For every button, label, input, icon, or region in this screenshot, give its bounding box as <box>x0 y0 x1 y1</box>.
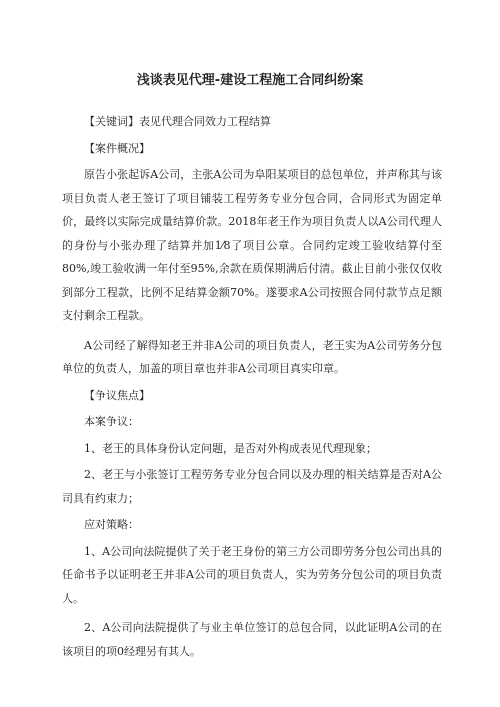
strategy-heading: 应对策略： <box>84 518 139 531</box>
document-title: 浅谈表见代理-建设工程施工合同纠纷案 <box>136 73 364 88</box>
document-body <box>62 110 442 663</box>
dispute-intro-paragraph: 本案争议： <box>84 415 139 428</box>
dispute-point-2: 2、老王与小张签订工程劳务专业分包合同以及办理的相关结算是否对A公司具有约束力； <box>62 468 442 505</box>
dispute-point-1: 1、老王的具体身份认定问题，是否对外构成表见代理现象； <box>84 441 377 455</box>
strategy-point-2: 2、A公司向法院提供了与业主单位签订的总包合同，以此证明A公司的在该项目的项0经理另有其人。 <box>62 621 442 658</box>
strategy-point-1: 1、A公司向法院提供了关于老王身份的第三方公司即劳务分包公司出具的任命书予以证明老王并非A公司的项目负责人，实为劳务分包公司的项目负责人。 <box>62 544 442 605</box>
case-overview-paragraph: 原告小张起诉A公司，主张A公司为阜阳某项目的总包单位，并声称其与该项目负责人老王签订了项目铺装工程劳务专业分包合同，合同形式为固定单价，最终以实际完成量结算价款。2018年老王作为项目负责人以A公司代理人的身份与小张办理了结算并加1⁄8了项目公章。合同约定竣工验收结算付至80%,竣工验收满一年付至95%,余款在质保期满后付清。截止目前小张仅仅收到部分工程款，比例不足结算金额70%。遂要求A公司按照合同付款节点足额支付剩余工程款。 <box>62 168 442 322</box>
case-overview-heading: 【案件概况】 <box>84 141 150 155</box>
keywords-paragraph: 【关键词】表见代理合同效力工程结算 <box>84 115 271 128</box>
company-finding-paragraph: A公司经了解得知老王并非A公司的项目负责人，老王实为A公司劳务分包单位的负责人，加盖的项目章也并非A公司项目真实印章。 <box>62 338 442 375</box>
dispute-focus-heading: 【争议焦点】 <box>84 388 150 402</box>
